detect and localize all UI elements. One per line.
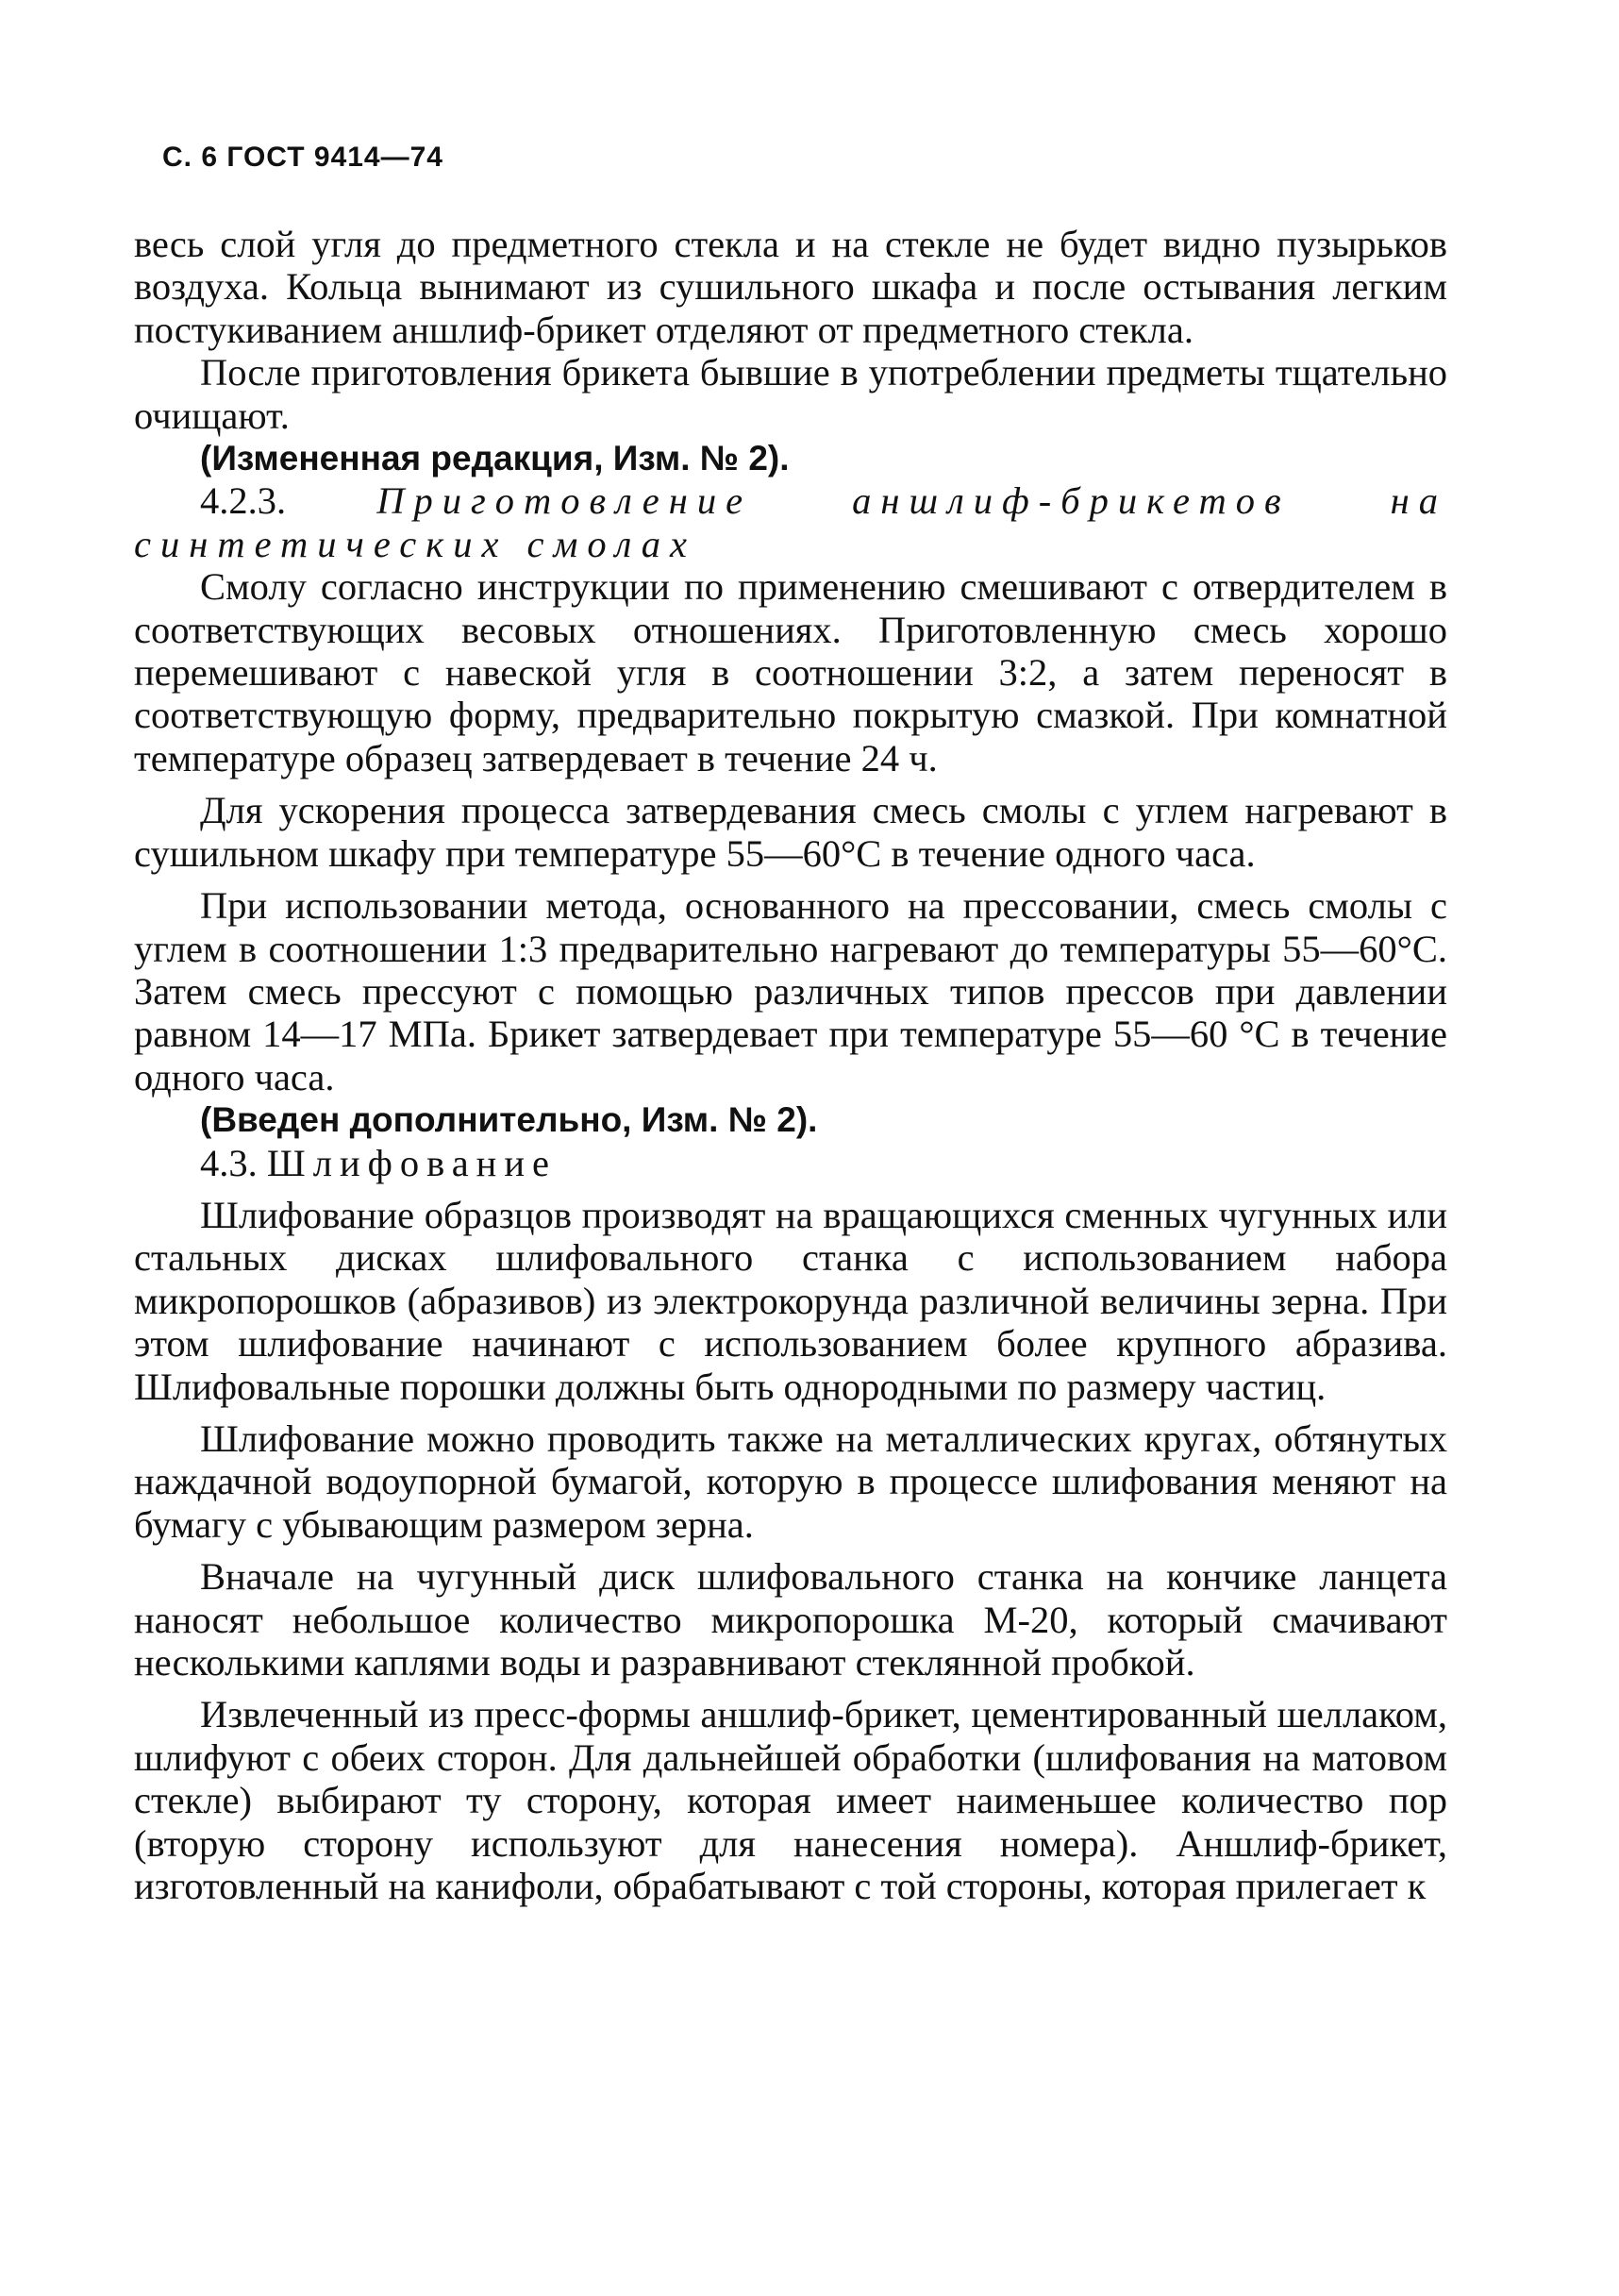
page-header: С. 6 ГОСТ 9414—74 bbox=[162, 142, 443, 173]
section-4-2-3-number: 4.2.3. bbox=[200, 479, 287, 523]
section-4-3-title: Шлифование bbox=[266, 1141, 557, 1184]
paragraph-micropowder: Вначале на чугунный диск шлифовального станка на кончике ланцета наносят небольшое количество микропорошка М-20, который смачивают несколькими каплями воды и разравнивают стеклянной пробкой. bbox=[134, 1555, 1447, 1684]
section-4-3-number: 4.3. bbox=[200, 1141, 258, 1184]
amendment-note-2: (Введен дополнительно, Изм. № 2). bbox=[200, 1100, 818, 1140]
paragraph-grinding-discs: Шлифование образцов производят на вращающихся сменных чугунных или стальных дисках шлифовального станка с использованием набора микропорошков (абразивов) из электрокорунда различной величины зерна. При этом шлифование начинают с использованием более крупного абразива. Шлифовальные порошки должны быть однородными по размеру частиц. bbox=[134, 1193, 1447, 1408]
paragraph-briquette-processing: Извлеченный из пресс-формы аншлиф-брикет, цементированный шеллаком, шлифуют с обеих сторон. Для дальнейшей обработки (шлифования на матовом стекле) выбирают ту сторону, которая имеет наименьшее количество пор (вторую сторону используют для нанесения номера). Аншлиф-брикет, изготовленный на канифоли, обрабатывают с той стороны, которая прилегает к bbox=[134, 1693, 1447, 1908]
paragraph-resin-mixing: Смолу согласно инструкции по применению смешивают с отвердителем в соответствующих весовых отношениях. Приготовленную смесь хорошо перемешивают с навеской угля в соотношении 3:2, а затем переносят в соответствующую форму, предварительно покрытую смазкой. При комнатной температуре образец затвердевает в течение 24 ч. bbox=[134, 565, 1447, 779]
paragraph-cleaning: После приготовления брикета бывшие в употреблении предметы тщательно очищают. bbox=[134, 351, 1447, 437]
amendment-note-1: (Измененная редакция, Изм. № 2). bbox=[200, 439, 790, 478]
paragraph-pressing-method: При использовании метода, основанного на прессовании, смесь смолы с углем в соотношении 1:3 предварительно нагревают до температуры 55—60°С. Затем смесь прессуют с помощью различных типов прессов при давлении равном 14—17 МПа. Брикет затвердевает при температуре 55—60 °С в течение одного часа. bbox=[134, 884, 1447, 1098]
document-body bbox=[134, 223, 1447, 1907]
paragraph-continuation: весь слой угля до предметного стекла и на стекле не будет видно пузырьков воздуха. Кольца вынимают из сушильного шкафа и после остывания легким постукиванием аншлиф-брикет отделяют от предметного стекла. bbox=[134, 223, 1447, 351]
section-4-2-3-heading bbox=[134, 479, 1447, 565]
paragraph-grinding-paper: Шлифование можно проводить также на металлических кругах, обтянутых наждачной водоупорной бумагой, которую в процессе шлифования меняют на бумагу с убывающим размером зерна. bbox=[134, 1416, 1447, 1546]
section-4-2-3-title: Приготовление аншлиф-брикетов на синтетических смолах bbox=[134, 479, 1448, 565]
paragraph-curing-acceleration: Для ускорения процесса затвердевания смесь смолы с углем нагревают в сушильном шкафу при температуре 55—60°С в течение одного часа. bbox=[134, 789, 1447, 875]
section-4-3-heading bbox=[134, 1142, 1447, 1184]
